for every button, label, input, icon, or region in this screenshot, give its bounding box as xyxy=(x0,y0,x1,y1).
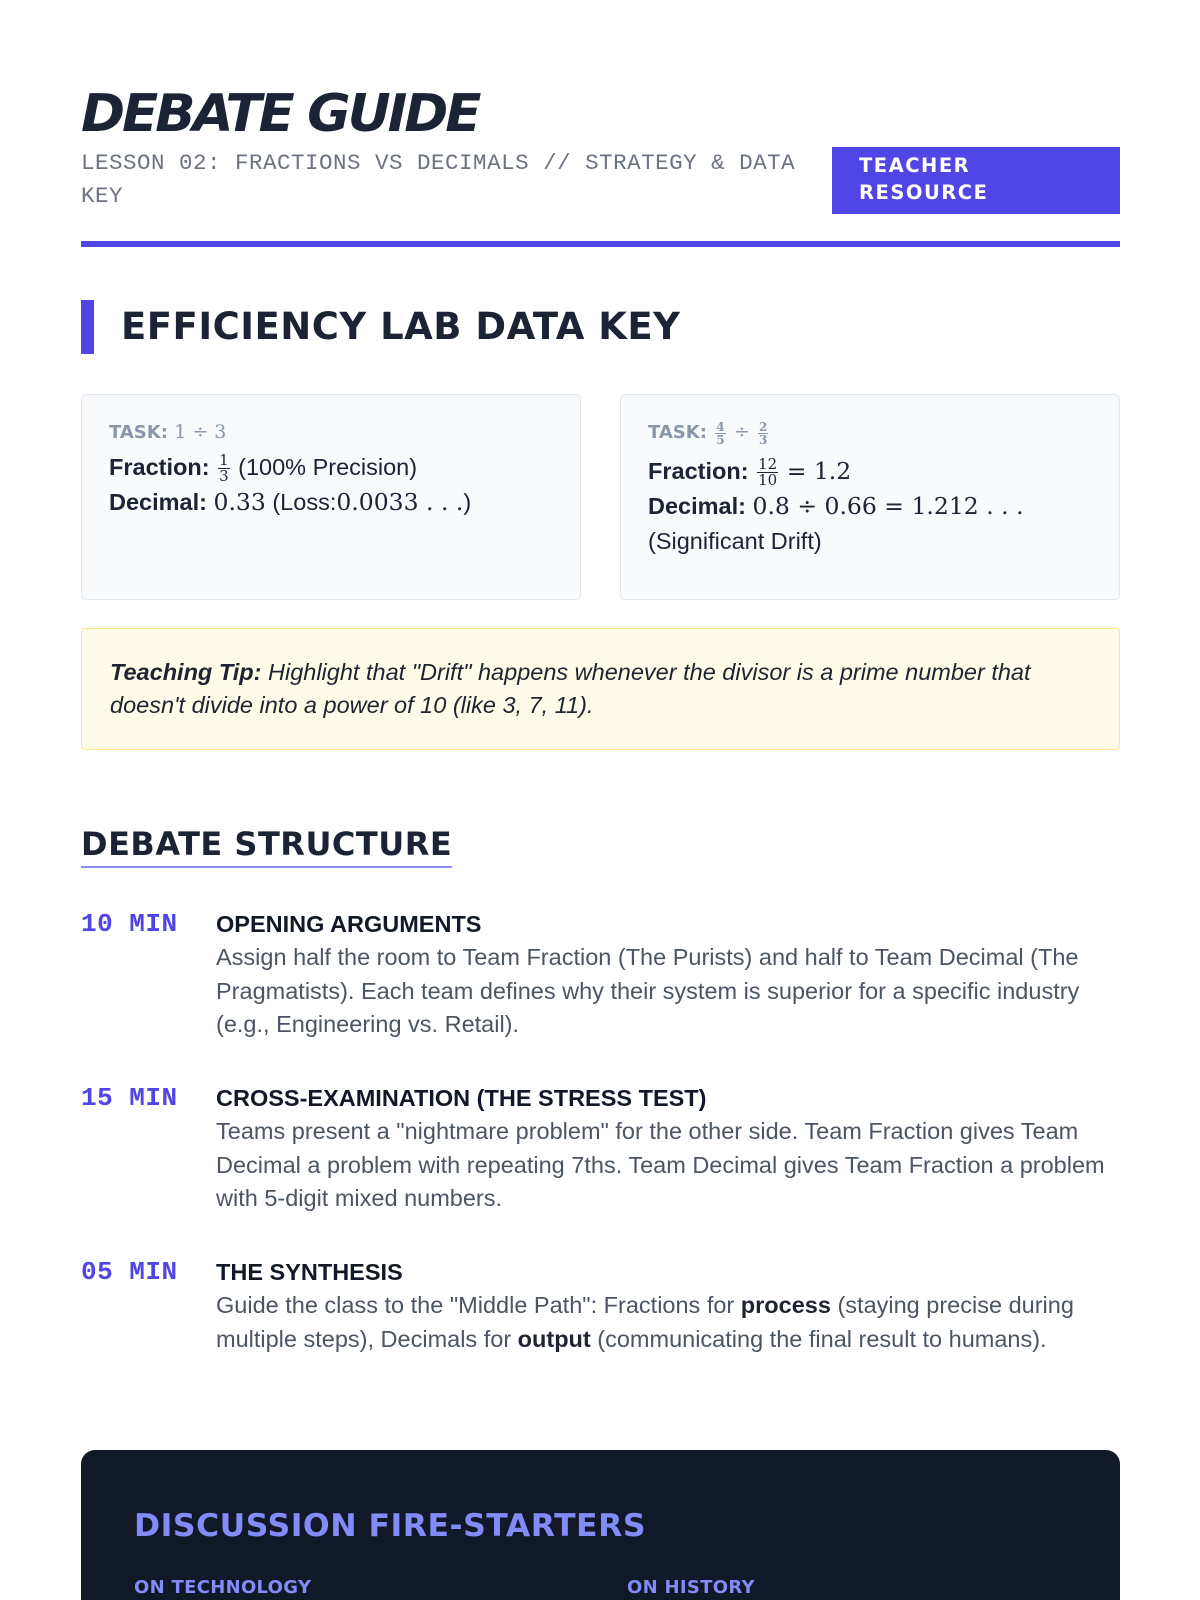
decimal-label: Decimal: xyxy=(109,489,207,515)
task-label: TASK: xyxy=(109,422,168,443)
task-fraction-b xyxy=(758,421,768,446)
task-a-numerator: 4 xyxy=(716,419,725,434)
teaching-tip xyxy=(81,628,1120,750)
fraction-row xyxy=(109,450,553,485)
task-a-denominator: 5 xyxy=(716,432,725,447)
header-divider xyxy=(81,241,1120,247)
lesson-subtitle: LESSON 02: FRACTIONS VS DECIMALS // STRATEGY & DATA KEY xyxy=(81,150,796,209)
task-b-denominator: 3 xyxy=(759,432,768,447)
decimal-note-prefix: (Loss: xyxy=(272,489,337,515)
teaching-tip-text: Highlight that "Drift" happens whenever the divisor is a prime number that doesn't divide into a power of 10 (like 3, 7, 11). xyxy=(110,659,1031,718)
fraction-denominator: 10 xyxy=(758,471,778,490)
debate-structure-title: DEBATE STRUCTURE xyxy=(81,822,452,868)
fire-starters-technology-heading: ON TECHNOLOGY xyxy=(134,1577,312,1598)
decimal-value: 0.33 xyxy=(213,488,266,516)
decimal-row xyxy=(109,485,553,520)
structure-item-text xyxy=(216,1289,1116,1356)
time-label: 15 MIN xyxy=(81,1083,178,1113)
synthesis-bold-process: process xyxy=(740,1292,831,1318)
structure-item-body xyxy=(216,1081,1116,1216)
task-expression: 1 ÷ 3 xyxy=(174,421,227,443)
structure-item-body xyxy=(216,907,1116,1042)
task-card-2 xyxy=(620,394,1120,600)
teacher-resource-badge: TEACHER RESOURCE xyxy=(832,147,1120,214)
fraction-result: = 1.2 xyxy=(786,457,852,485)
decimal-row xyxy=(648,489,1092,524)
structure-item-heading: THE SYNTHESIS xyxy=(216,1259,403,1285)
fraction-label: Fraction: xyxy=(109,454,210,480)
section-accent-bar xyxy=(81,300,94,354)
synthesis-text-part-3: (communicating the final result to humans). xyxy=(590,1325,1047,1352)
structure-item-heading: CROSS-EXAMINATION (THE STRESS TEST) xyxy=(216,1085,707,1111)
task-line xyxy=(109,415,553,450)
fraction-value xyxy=(757,457,778,488)
task-b-numerator: 2 xyxy=(759,419,768,434)
fire-starters-history-heading: ON HISTORY xyxy=(627,1577,755,1598)
task-line xyxy=(648,415,1092,450)
page-title: DEBATE GUIDE xyxy=(81,84,479,144)
task-fraction-a xyxy=(715,421,725,446)
task-card-1 xyxy=(81,394,581,600)
time-label: 05 MIN xyxy=(81,1257,178,1287)
fraction-label: Fraction: xyxy=(648,458,749,484)
fire-starters-title: DISCUSSION FIRE-STARTERS xyxy=(134,1508,647,1544)
structure-item-text: Teams present a "nightmare problem" for the other side. Team Fraction gives Team Decimal a problem with repeating 7ths. Team Decimal gives Team Fraction a problem with 5-digit mixed numbers. xyxy=(216,1118,1105,1211)
synthesis-text-part-1: Guide the class to the "Middle Path": Fractions for xyxy=(216,1292,741,1318)
structure-item-body xyxy=(216,1255,1116,1356)
synthesis-text-part-2: (staying precise during multiple steps), Decimals for xyxy=(216,1292,1074,1352)
fraction-value xyxy=(218,453,230,484)
fraction-numerator: 12 xyxy=(758,455,778,474)
fraction-note: (100% Precision) xyxy=(238,454,418,480)
task-label: TASK: xyxy=(648,422,707,443)
decimal-note: (Significant Drift) xyxy=(648,528,822,554)
teaching-tip-label: Teaching Tip: xyxy=(110,659,262,685)
decimal-label: Decimal: xyxy=(648,493,746,519)
decimal-note-suffix: ) xyxy=(463,489,472,515)
fraction-denominator: 3 xyxy=(219,467,229,486)
structure-item-heading: OPENING ARGUMENTS xyxy=(216,911,482,937)
fraction-numerator: 1 xyxy=(219,451,229,470)
time-label: 10 MIN xyxy=(81,909,178,939)
task-operator: ÷ xyxy=(733,421,750,443)
decimal-note-value: 0.0033 . . . xyxy=(336,488,464,516)
synthesis-bold-output: output xyxy=(517,1325,591,1352)
structure-item-text: Assign half the room to Team Fraction (The Purists) and half to Team Decimal (The Pragmatists). Each team defines why their system is superior for a specific industry (e.g., Engineering vs. Retail). xyxy=(216,944,1080,1037)
fraction-row xyxy=(648,454,1092,489)
decimal-expression: 0.8 ÷ 0.66 = 1.212 . . . xyxy=(752,492,1024,520)
fire-starters-panel xyxy=(81,1450,1120,1600)
data-key-section-title: EFFICIENCY LAB DATA KEY xyxy=(121,305,681,348)
